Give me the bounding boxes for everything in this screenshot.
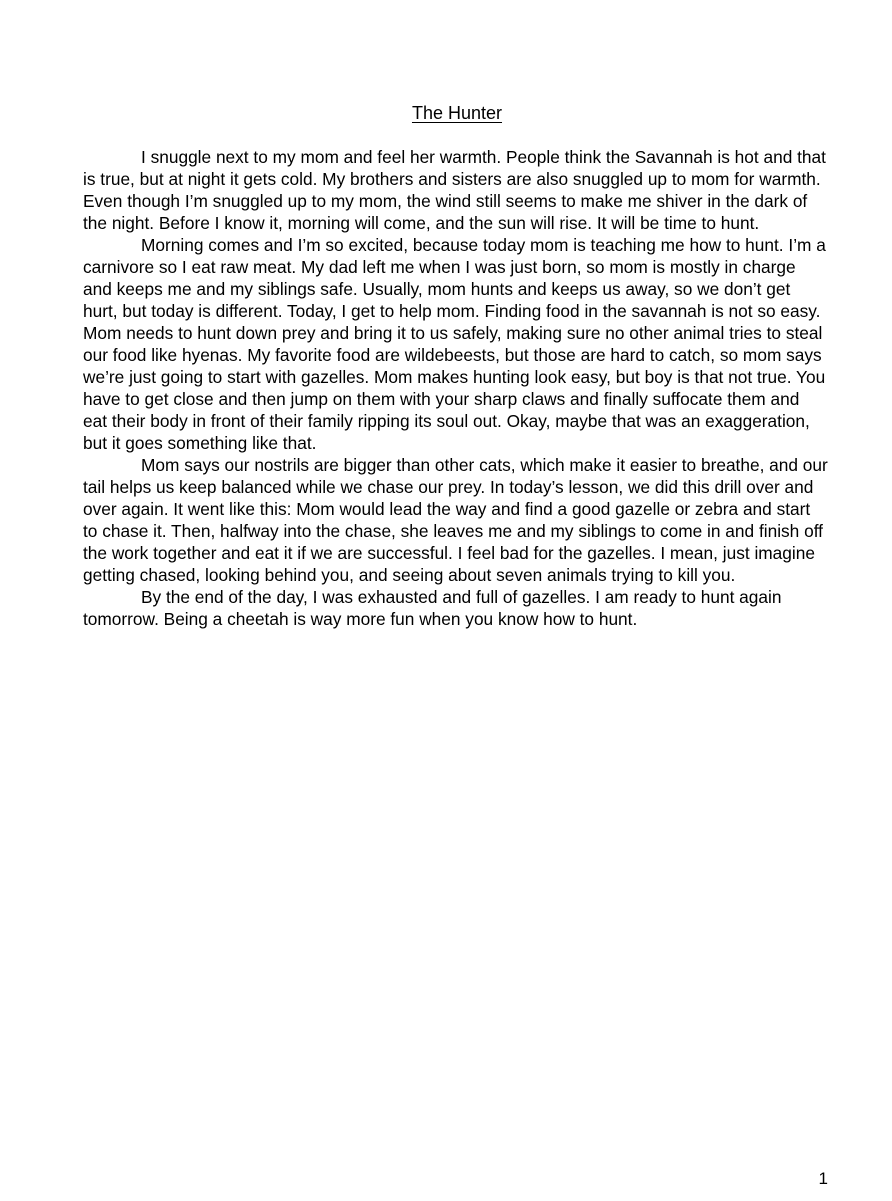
- document-title: The Hunter: [411, 103, 503, 123]
- document-body: [83, 146, 828, 630]
- paragraph: Morning comes and I’m so excited, because today mom is teaching me how to hunt. I’m a carnivore so I eat raw meat. My dad left me when I was just born, so mom is mostly in charge and keeps me and my siblings safe. Usually, mom hunts and keeps us away, so we don’t get hurt, but today is different. Today, I get to help mom. Finding food in the savannah is not so easy. Mom needs to hunt down prey and bring it to us safely, making sure no other animal tries to steal our food like hyenas. My favorite food are wildebeests, but those are hard to catch, so mom says we’re just going to start with gazelles. Mom makes hunting look easy, but boy is that not true. You have to get close and then jump on them with your sharp claws and finally suffocate them and eat their body in front of their family ripping its soul out. Okay, maybe that was an exaggeration, but it goes something like that.: [83, 235, 826, 453]
- paragraph: By the end of the day, I was exhausted and full of gazelles. I am ready to hunt again tomorrow. Being a cheetah is way more fun when you know how to hunt.: [83, 587, 782, 629]
- page-number: 1: [818, 1169, 828, 1188]
- paragraph: Mom says our nostrils are bigger than other cats, which make it easier to breathe, and our tail helps us keep balanced while we chase our prey. In today’s lesson, we did this drill over and over again. It went like this: Mom would lead the way and find a good gazelle or zebra and start to chase it. Then, halfway into the chase, she leaves me and my siblings to come in and finish off the work together and eat it if we are successful. I feel bad for the gazelles. I mean, just imagine getting chased, looking behind you, and seeing about seven animals trying to kill you.: [83, 455, 828, 585]
- paragraph: I snuggle next to my mom and feel her warmth. People think the Savannah is hot and that is true, but at night it gets cold. My brothers and sisters are also snuggled up to mom for warmth. Even though I’m snuggled up to my mom, the wind still seems to make me shiver in the dark of the night. Before I know it, morning will come, and the sun will rise. It will be time to hunt.: [83, 147, 826, 233]
